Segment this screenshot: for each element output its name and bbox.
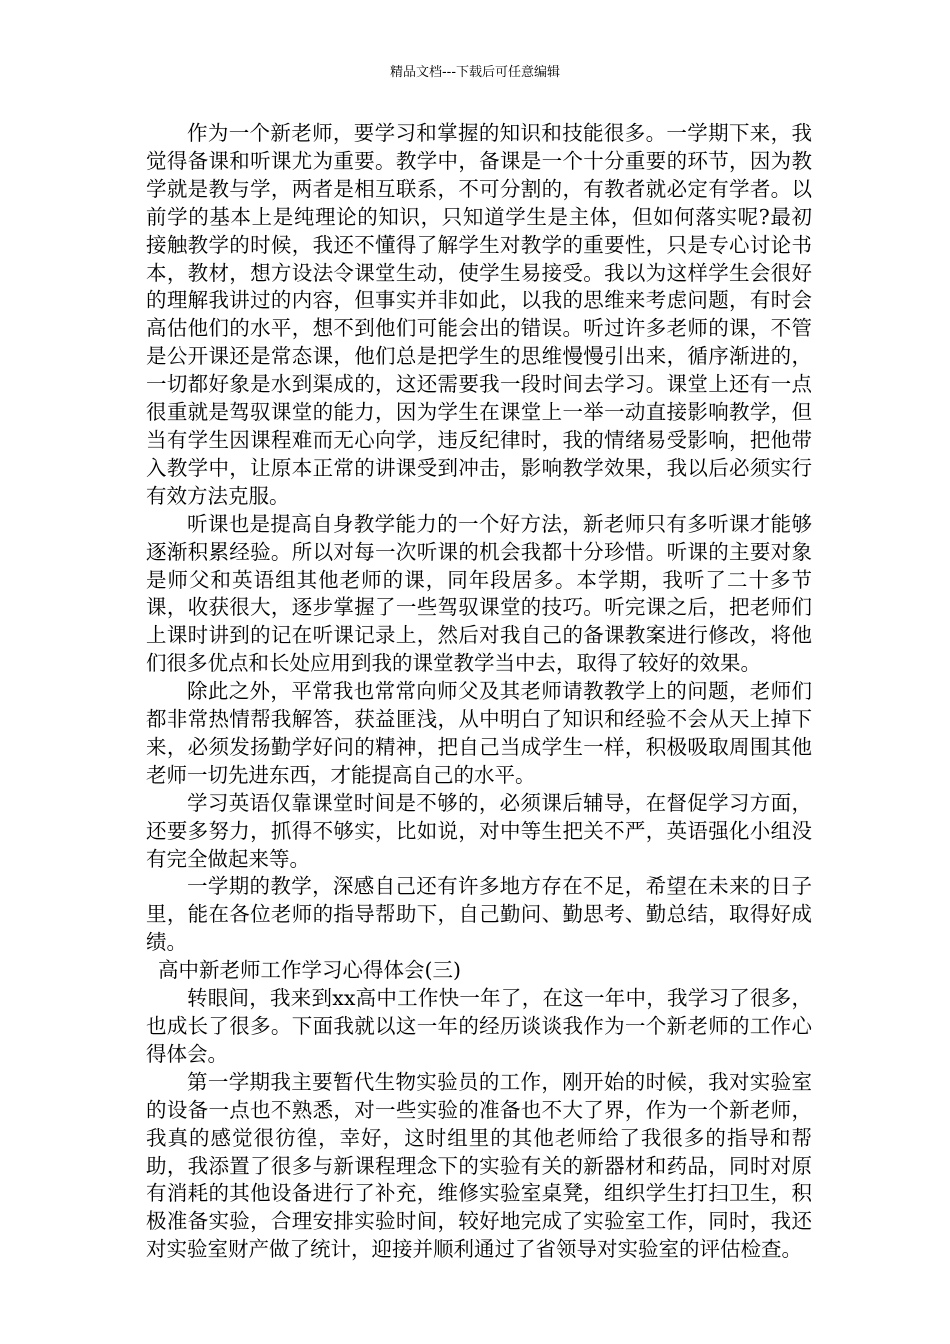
- paragraph-one-year-intro: 转眼间，我来到xx高中工作快一年了，在这一年中，我学习了很多，也成长了很多。下面我就以这一年的经历谈谈我作为一个新老师的工作心得体会。: [146, 986, 812, 1066]
- paragraph-lesson-preparation: 作为一个新老师，要学习和掌握的知识和技能很多。一学期下来，我觉得备课和听课尤为重要。教学中，备课是一个十分重要的环节，因为教学就是教与学，两者是相互联系，不可分割的，有教者就必定有学者。以前学的基本上是纯理论的知识，只知道学生是主体，但如何落实呢?最初接触教学的时候，我还不懂得了解学生对教学的重要性，只是专心讨论书本，教材，想方设法令课堂生动，使学生易接受。我以为这样学生会很好的理解我讲过的内容，但事实并非如此，以我的思维来考虑问题，有时会高估他们的水平，想不到他们可能会出的错误。听过许多老师的课，不管是公开课还是常态课，他们总是把学生的思维慢慢引出来，循序渐进的，一切都好象是水到渠成的，这还需要我一段时间去学习。课堂上还有一点很重就是驾驭课堂的能力，因为学生在课堂上一举一动直接影响教学，但当有学生因课程难而无心向学，违反纪律时，我的情绪易受影响，把他带入教学中，让原本正常的讲课受到冲击，影响教学效果，我以后必须实行有效方法克服。: [146, 121, 812, 508]
- paragraph-english-tutoring: 学习英语仅靠课堂时间是不够的，必须课后辅导，在督促学习方面，还要多努力，抓得不够实，比如说，对中等生把关不严，英语强化小组没有完全做起来等。: [146, 790, 812, 871]
- section-title: 高中新老师工作学习心得体会(三): [158, 958, 461, 983]
- paragraph-lab-work: 第一学期我主要暂代生物实验员的工作，刚开始的时候，我对实验室的设备一点也不熟悉，对一些实验的准备也不大了界，作为一个新老师，我真的感觉很彷徨，幸好，这时组里的其他老师给了我很多的指导和帮助，我添置了很多与新课程理念下的实验有关的新器材和药品，同时对原有消耗的其他设备进行了补充，维修实验室桌凳，组织学生打扫卫生，积极准备实验，合理安排实验时间，较好地完成了实验室工作，同时，我还对实验室财产做了统计，迎接并顺利通过了省领导对实验室的评估检查。: [146, 1069, 812, 1262]
- document-body: [146, 120, 812, 1264]
- page-header: 精品文档---下载后可任意编辑: [389, 65, 561, 80]
- paragraph-lesson-observation: 听课也是提高自身教学能力的一个好方法，新老师只有多听课才能够逐渐积累经验。所以对每一次听课的机会我都十分珍惜。听课的主要对象是师父和英语组其他老师的课，同年段居多。本学期，我听了二十多节课，收获很大，逐步掌握了一些驾驭课堂的技巧。听完课之后，把老师们上课时讲到的记在听课记录上，然后对我自己的备课教案进行修改，将他们很多优点和长处应用到我的课堂教学当中去，取得了较好的效果。: [146, 511, 812, 676]
- paragraph-semester-summary: 一学期的教学，深感自己还有许多地方存在不足，希望在未来的日子里，能在各位老师的指导帮助下，自己勤问、勤思考、勤总结，取得好成绩。: [146, 874, 812, 955]
- paragraph-asking-mentors: 除此之外，平常我也常常向师父及其老师请教教学上的问题，老师们都非常热情帮我解答，获益匪浅，从中明白了知识和经验不会从天上掉下来，必须发扬勤学好问的精神，把自己当成学生一样，积极吸取周围其他老师一切先进东西，才能提高自己的水平。: [146, 679, 812, 787]
